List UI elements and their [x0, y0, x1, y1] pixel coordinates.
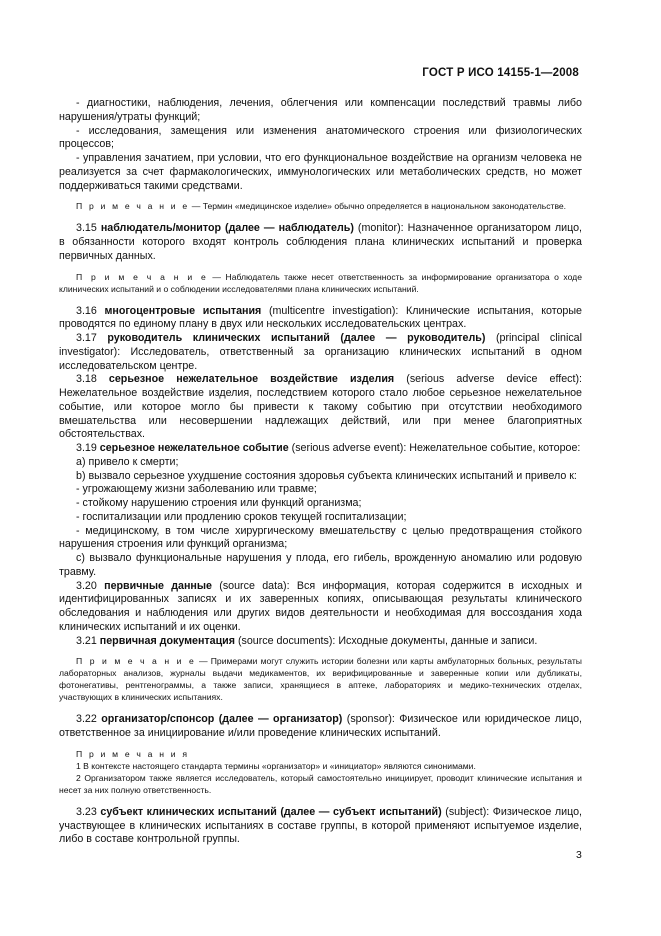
note-label: П р и м е ч а н и е: [76, 201, 190, 212]
document-header: ГОСТ Р ИСО 14155-1—2008: [422, 67, 579, 79]
term-3-17: 3.17 руководитель клинических испытаний (далее — руководитель) (principal clinical investigator): Исследователь, ответственный за организацию клинических испытаний в одном исследовательском центре.: [59, 332, 583, 372]
term-title: первичная документация: [99, 634, 235, 647]
note-item: 2 Организатором также является исследователь, который самостоятельно инициирует, проводит клинические испытания и несет за них полную ответственность.: [59, 772, 582, 795]
list-item: c) вызвало функциональные нарушения у плода, его гибель, врожденную аномалию или родовую травму.: [59, 552, 582, 578]
note: П р и м е ч а н и е — Примерами могут служить истории болезни или карты амбулаторных больных, результаты лабораторных анализов, журналы выдачи медикаментов, их верифицированные и заверенные копии или дубликаты, фотонегативы, рентгенограммы, а также записи, хранящиеся в аптеке, лабораториях и медико-технических отделах, участвующих в клинических испытаниях.: [59, 656, 582, 703]
list-item: - диагностики, наблюдения, лечения, облегчения или компенсации последствий травмы либо нарушения/утраты функций;: [59, 97, 582, 123]
document-body: [59, 97, 582, 847]
note-label: П р и м е ч а н и е: [76, 656, 196, 667]
list-item: - госпитализации или продлению сроков текущей госпитализации;: [76, 510, 407, 523]
term-3-23: 3.23 субъект клинических испытаний (далее — субъект испытаний) (subject): Физическое лицо, участвующее в клинических испытаниях в составе группы, в которой применяют испытуемое изделие, либо в составе контрольной группы.: [59, 805, 582, 846]
term-title: первичные данные: [104, 579, 212, 592]
list-item: - угрожающему жизни заболеванию или травме;: [76, 483, 317, 496]
list-item: - медицинскому, в том числе хирургическому вмешательству с целью предотвращения стойкого нарушения строения или функций организма;: [59, 524, 582, 551]
term-title: наблюдатель/монитор (далее — наблюдатель): [100, 222, 354, 235]
term-title: субъект клинических испытаний (далее — субъект испытаний): [100, 805, 442, 818]
term-3-18: 3.18 серьезное нежелательное воздействие изделия (serious adverse device effect): Нежелательное воздействие изделия, последствием которого стало любое серьезное нежелательное событие, или которое могло бы привести к такому событию при отсутствии необходимого вмешательства или несовершении надлежащих действий, или при менее благоприятных обстоятельствах.: [59, 373, 582, 441]
term-3-20: 3.20 первичные данные (source data): Вся информация, которая содержится в исходных и идентифицированных записях и их заверенных копиях, описывающая результаты клинического обследования и наблюдения или других видов деятельности и необходимая для воссоздания хода клинических испытаний и их оценки.: [59, 579, 582, 633]
note-item: 1 В контексте настоящего стандарта термины «организатор» и «инициатор» являются синонимами.: [76, 760, 476, 771]
note: П р и м е ч а н и е — Термин «медицинское изделие» обычно определяется в национальном законодательстве.: [76, 201, 567, 212]
page-number: 3: [576, 849, 582, 861]
note: П р и м е ч а н и е — Наблюдатель также несет ответственность за информирование организатора о ходе клинических испытаний и о соблюдении исследователями плана клинических испытаний.: [59, 271, 582, 294]
term-title: организатор/спонсор (далее — организатор): [101, 713, 343, 726]
list-item: - управления зачатием, при условии, что его функциональное воздействие на организм человека не реализуется за счет фармакологических, иммунологических или метаболических средств, но может поддерживаться такими средствами.: [59, 152, 582, 192]
list-item: a) привело к смерти;: [76, 455, 179, 468]
notes-label: П р и м е ч а н и я: [76, 748, 190, 759]
term-3-19: 3.19 серьезное нежелательное событие (serious adverse event): Нежелательное событие, которое:: [76, 442, 581, 454]
term-3-22: 3.22 организатор/спонсор (далее — организатор) (sponsor): Физическое или юридическое лицо, ответственное за инициирование и/или проведение клинических испытаний.: [59, 713, 582, 739]
term-3-21: 3.21 первичная документация (source documents): Исходные документы, данные и записи.: [76, 634, 538, 647]
term-title: серьезное нежелательное событие: [99, 442, 289, 454]
term-3-16: 3.16 многоцентровые испытания (multicentre investigation): Клинические испытания, которые проводятся по единому плану в двух или нескольких исследовательских центрах.: [59, 304, 582, 331]
list-item: b) вызвало серьезное ухудшение состояния здоровья субъекта клинических испытаний и привело к:: [76, 469, 577, 482]
term-3-15: 3.15 наблюдатель/монитор (далее — наблюдатель) (monitor): Назначенное организатором лицо, в обязанности которого входят контроль соблюдения плана клинических испытаний и проверка первичных данных.: [59, 222, 582, 262]
list-item: - стойкому нарушению строения или функций организма;: [76, 497, 362, 509]
note-label: П р и м е ч а н и е: [76, 271, 208, 282]
term-title: серьезное нежелательное воздействие изделия: [108, 373, 395, 386]
term-title: многоцентровые испытания: [104, 304, 262, 317]
list-item: - исследования, замещения или изменения анатомического строения или физиологических процессов;: [59, 124, 582, 151]
term-title: руководитель клинических испытаний (далее — руководитель): [107, 332, 486, 344]
